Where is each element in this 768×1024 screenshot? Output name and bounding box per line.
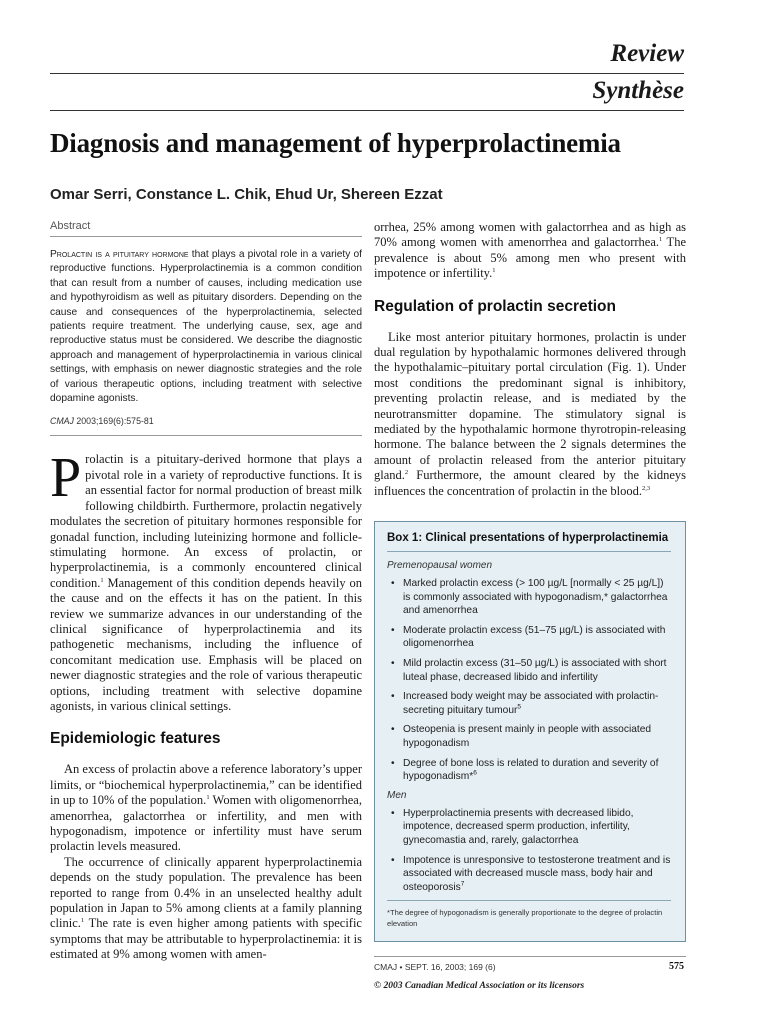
intro-paragraph [50, 447, 362, 714]
drop-cap: P [50, 447, 82, 510]
box-list-item [387, 757, 671, 784]
box-item-text: Impotence is unresponsive to testosterone treatment and is associated with decreased muscle mass, body hair and osteoporosis [403, 854, 671, 893]
box-item-text: Marked prolactin excess (> 100 µg/L [normally < 25 µg/L]) is commonly associated with hypogonadism,* galactorrhea and amenorrhea [403, 578, 668, 617]
reference-marker: 1 [492, 267, 496, 275]
epidemiology-continued [374, 220, 686, 282]
article-authors: Omar Serri, Constance L. Chik, Ehud Ur, Shereen Ezzat [50, 186, 443, 203]
header-divider [50, 73, 684, 74]
reference-marker: 6 [473, 769, 477, 777]
box-title: Box 1: Clinical presentations of hyperprolactinemia [387, 532, 671, 552]
section-label-synthese: Synthèse [592, 77, 684, 104]
reference-marker: 5 [517, 703, 522, 711]
reference-marker: 2,3 [641, 484, 651, 492]
citation-journal: CMAJ [50, 416, 74, 427]
reference-marker: 1 [100, 576, 104, 584]
box-item-text: Osteopenia is present mainly in people with associated hypogonadism [403, 724, 652, 750]
box-group-premenopausal: Premenopausal women [387, 560, 493, 572]
box-list-item [387, 807, 671, 848]
box-list-item [387, 657, 671, 684]
regulation-paragraph [374, 330, 686, 499]
abstract-heading: Abstract [50, 220, 362, 237]
box-list-item [387, 577, 671, 618]
box-list-item [387, 690, 671, 717]
premenopausal-list [387, 577, 671, 784]
journal-issue-line: CMAJ • SEPT. 16, 2003; 169 (6) [374, 962, 496, 972]
body-text: Women with oligomenorrhea, amenorrhea, galactorrhea or infertility, and men with hypogonadism, impotence or infertility must have serum prolactin levels measured. [50, 793, 362, 854]
body-text: The prevalence is about 5% among men who present with impotence or infertility. [374, 235, 686, 281]
copyright-notice: © 2003 Canadian Medical Association or its licensors [374, 981, 585, 991]
footer-divider [374, 956, 686, 957]
left-column [50, 220, 362, 963]
intro-text: Management of this condition depends heavily on the cause and on the effects it has on the patient. In this review we summarize advances in our understanding of the clinical significance of hyperprolactinemia and its pathogenetic mechanisms, including the influence of concomitant medication use. Emphasis will be placed on newer diagnostic strategies and the role of various therapeutic options, including treatment with selective dopamine agonists, in various clinical settings. [50, 575, 362, 713]
clinical-presentations-box [374, 521, 686, 942]
epidemiology-paragraph-1 [50, 762, 362, 854]
body-text: orrhea, 25% among women with galactorrhea and as high as 70% among women with amenorrhea and galactorrhea. [374, 220, 686, 250]
citation-details: 2003;169(6):575-81 [73, 416, 154, 427]
box-item-text: Degree of bone loss is related to duration and severity of hypogonadism* [403, 757, 659, 783]
box-item-text: Increased body weight may be associated with prolactin-secreting pituitary tumour [403, 691, 659, 716]
header-divider [50, 110, 684, 111]
page-number: 575 [669, 961, 684, 972]
box-item-text: Mild prolactin excess (31–50 µg/L) is associated with short luteal phase, decreased libido and infertility [403, 658, 667, 683]
box-footnote: *The degree of hypogonadism is generally proportionate to the degree of prolactin elevation [387, 900, 671, 929]
abstract-body: that plays a pivotal role in a variety of reproductive functions. Hyperprolactinemia is a common condition that can result from a number of causes, including medication use and hypothyroidism as well as pituitary disorders. Depending on the cause and consequences of the hyperprolactinemia, selected patients require treatment. The underlying cause, sex, age and reproductive status must be considered. We describe the diagnostic approach and management of hyperprolactinemia in various clinical settings, with emphasis on newer diagnostic strategies and the role of various therapeutic options, including treatment with selective dopamine agonists. [50, 249, 362, 405]
box-group-men: Men [387, 789, 407, 801]
abstract-lead: Prolactin is a pituitary hormone [50, 249, 189, 260]
abstract-divider [50, 435, 362, 436]
article-title: Diagnosis and management of hyperprolactinemia [50, 128, 621, 158]
heading-epidemiology: Epidemiologic features [50, 730, 221, 748]
body-text: An excess of prolactin above a reference laboratory’s upper limits, or “biochemical hyperprolactinemia,” can be identified in up to 10% of the population. [50, 762, 362, 808]
body-text: The rate is even higher among patients with specific symptoms that may be attributable to hyperprolactinemia: it is estimated at 9% among women with amen- [50, 916, 362, 962]
reference-marker: 2 [404, 469, 409, 477]
box-item-text: Hyperprolactinemia presents with decreased libido, impotence, decreased sperm production, infertility, gynecomastia and, rarely, galactorrhea [403, 807, 634, 846]
reference-marker: 1 [80, 917, 85, 925]
box-list-item [387, 854, 671, 895]
body-text: The occurrence of clinically apparent hyperprolactinemia depends on the study population. The prevalence has been reported to range from 0.4% in an unselected healthy adult population in Japan to 5% among clients at a family planning clinic. [50, 854, 362, 931]
reference-marker: 1 [659, 236, 663, 244]
section-label-review: Review [610, 40, 684, 67]
citation [50, 416, 362, 426]
reference-marker: 7 [460, 880, 465, 888]
box-list-item [387, 723, 671, 750]
men-list [387, 807, 671, 895]
box-item-text: Moderate prolactin excess (51–75 µg/L) is associated with oligomenorrhea [403, 624, 666, 650]
box-list-item [387, 624, 671, 651]
heading-regulation: Regulation of prolactin secretion [374, 297, 616, 315]
reference-marker: 1 [206, 794, 210, 802]
body-text: Furthermore, the amount cleared by the kidneys influences the concentration of prolactin in the blood. [374, 468, 686, 498]
abstract-text [50, 248, 362, 406]
right-column [374, 220, 686, 942]
epidemiology-paragraph-2 [50, 855, 362, 963]
intro-text: rolactin is a pituitary-derived hormone that plays a pivotal role in a variety of reproductive functions. It is an essential factor for normal production of breast milk following childbirth. Furthermore, prolactin negatively modulates the secretion of pituitary hormones responsible for gonadal function, including luteinizing hormone and follicle-stimulating hormone. An excess of prolactin, or hyperprolactinemia, is a commonly encountered clinical condition. [50, 452, 362, 590]
body-text: Like most anterior pituitary hormones, prolactin is under dual regulation by hypothalamic hormones delivered through the hypothalamic–pituitary portal circulation (Fig. 1). Under most conditions the predominant signal is inhibitory, preventing prolactin release, and is mediated by the neurotransmitter dopamine. The stimulatory signal is mediated by the hypothalamic hormone thyrotropin-releasing hormone. The balance between the 2 signals determines the amount of prolactin released from the anterior pituitary gland. [374, 329, 686, 483]
